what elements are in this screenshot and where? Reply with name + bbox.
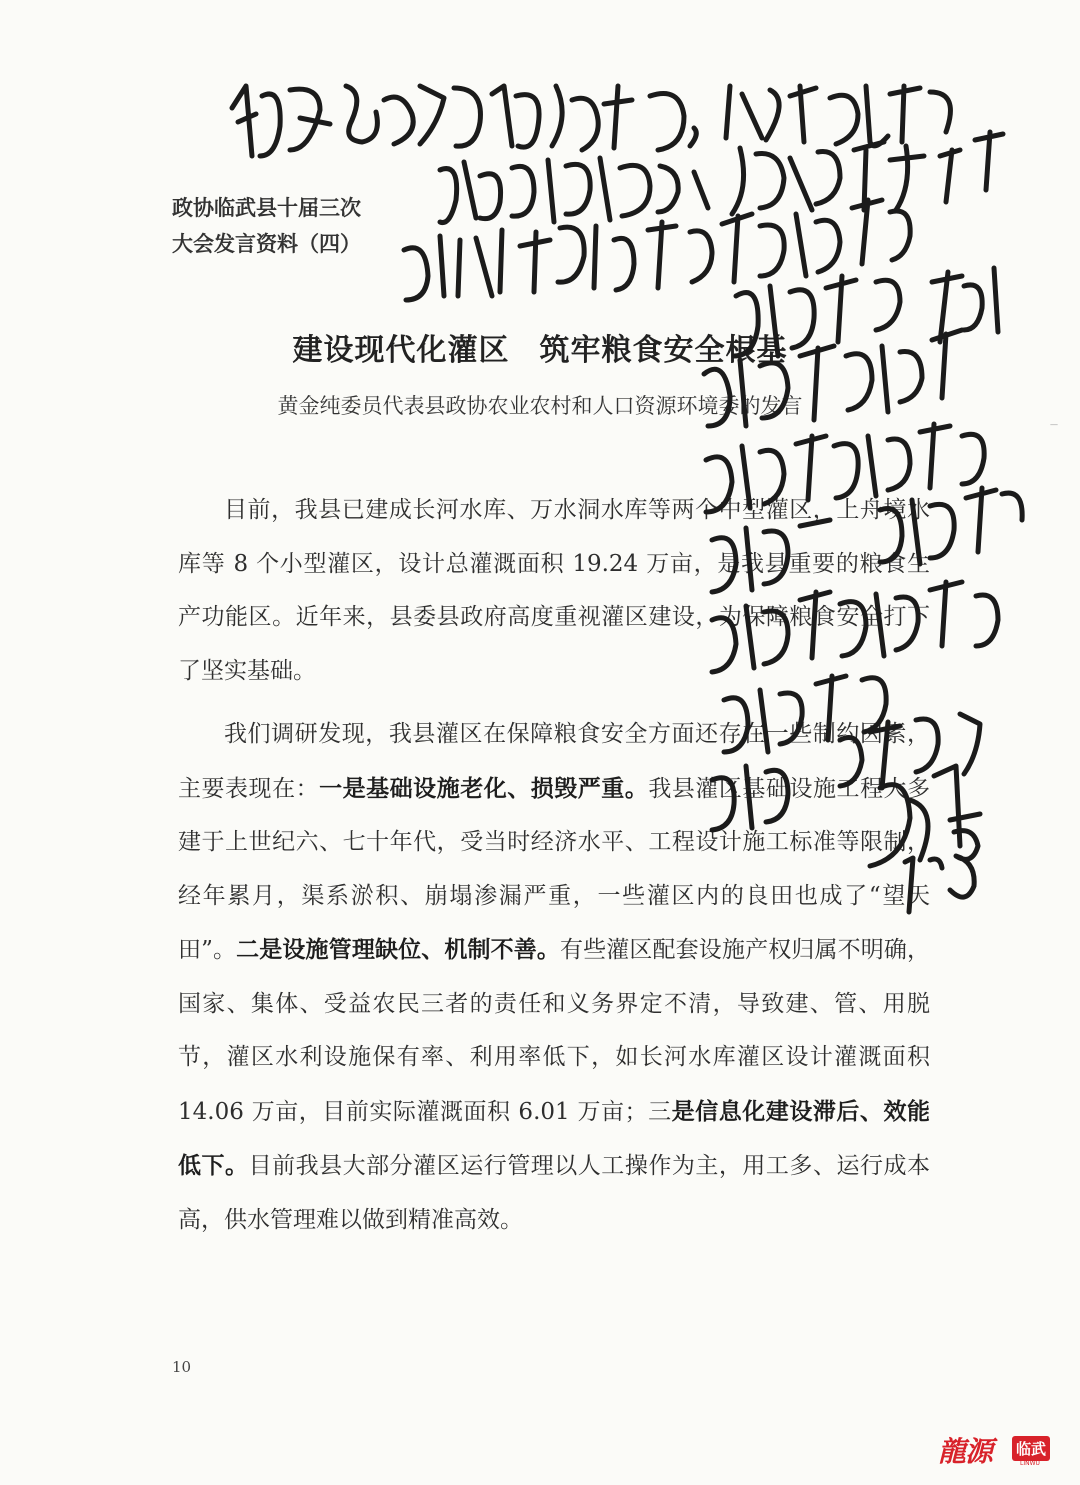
document-title <box>0 325 1080 369</box>
title-part-2: 筑牢粮食安全根基 <box>539 333 788 368</box>
p2-text-1: 我县灌区基础设施工程大多建于上世纪六、七十年代，受当时经济水平、工程设计施工标准等限制，经年累月，渠系淤积、崩塌渗漏严重，一些灌区内的良田也成了“望天田”。 <box>178 775 931 963</box>
document-body <box>178 484 930 1257</box>
source-watermark <box>938 1430 1068 1472</box>
document-header <box>172 190 361 262</box>
p2-point-2: 二是设施管理缺位、机制不善。 <box>236 936 561 963</box>
handwriting-line-1 <box>232 86 950 156</box>
handwriting-line-2 <box>440 132 1003 223</box>
header-line-2: 大会发言资料（四） <box>172 232 361 256</box>
watermark-logo-text: 龍源 <box>938 1435 993 1468</box>
watermark-badge: 临武 <box>1012 1436 1050 1461</box>
handwriting-line-3 <box>404 200 910 300</box>
paragraph-2 <box>178 708 930 1247</box>
p2-text-2: 有些灌区配套设施产权归属不明确，国家、集体、受益农民三者的责任和义务界定不清，导致建、管、用脱节，灌区水利设施保有率、利用率低下，如长河水库灌区设计灌溉面积 14.06 万亩，目前实际灌溉面积 6.01 万亩；三 <box>178 937 931 1125</box>
title-part-1: 建设现代化灌区 <box>292 333 510 368</box>
p2-intro: 我们调研发现，我县灌区在保障粮食安全方面还存在一些制约因素，主要表现在： <box>178 721 930 802</box>
p2-text-3: 目前我县大部分灌区运行管理以人工操作为主，用工多、运行成本高，供水管理难以做到精准高效。 <box>178 1153 931 1233</box>
p2-point-1: 一是基础设施老化、损毁严重。 <box>319 774 649 802</box>
document-subtitle: 黄金纯委员代表县政协农业农村和人口资源环境委的发言 <box>277 394 803 418</box>
p2-point-3: 是信息化建设滞后、效能低下。 <box>178 1097 930 1179</box>
page-number: 10 <box>172 1358 192 1376</box>
watermark-subtext: LINWU <box>1020 1460 1040 1467</box>
paragraph-1: 目前，我县已建成长河水库、万水洞水库等两个中型灌区，上舟境水库等 8 个小型灌区，设计总灌溉面积 19.24 万亩，是我县重要的粮食生产功能区。近年来，县委县政府高度重视灌区建设，为保障粮食安全打下了坚实基础。 <box>178 497 930 684</box>
header-line-1: 政协临武县十届三次 <box>172 196 361 220</box>
margin-mark: — <box>1050 420 1058 429</box>
